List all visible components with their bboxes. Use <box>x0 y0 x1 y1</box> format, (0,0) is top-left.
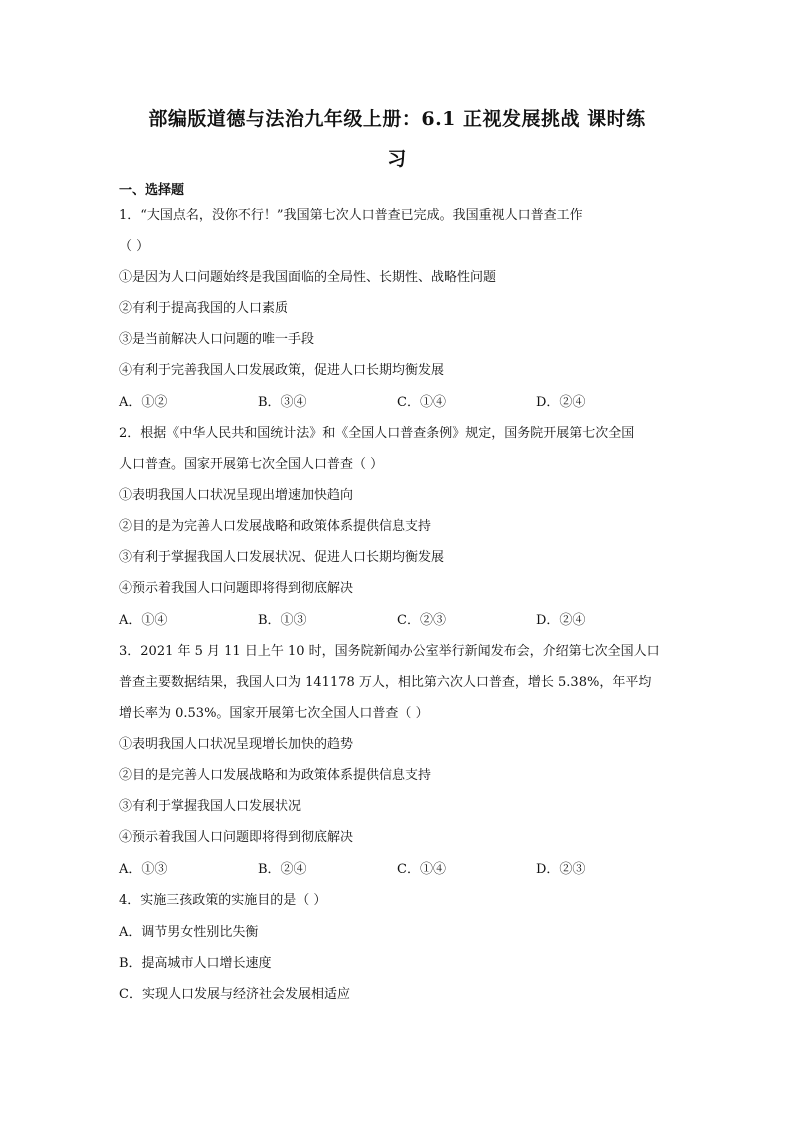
question-3-statement-2: ②目的是完善人口发展战略和为政策体系提供信息支持 <box>119 768 432 783</box>
question-3-stem: 3．2021 年 5 月 11 日上午 10 时，国务院新闻办公室举行新闻发布会，介绍第七次全国人口 <box>119 644 660 659</box>
question-2-option-c: C．②③ <box>397 613 446 628</box>
question-1-option-d: D．②④ <box>536 395 586 410</box>
question-1-statement-3: ③是当前解决人口问题的唯一手段 <box>119 332 315 347</box>
question-2-option-a: A．①④ <box>119 613 168 628</box>
question-2-statement-1: ①表明我国人口状况呈现出增速加快趋向 <box>119 488 354 503</box>
question-1-option-a: A．①② <box>119 395 168 410</box>
question-2-statement-4: ④预示着我国人口问题即将得到彻底解决 <box>119 581 354 596</box>
question-2-statement-3: ③有利于掌握我国人口发展状况、促进人口长期均衡发展 <box>119 550 445 565</box>
question-3-statement-1: ①表明我国人口状况呈现增长加快的趋势 <box>119 737 354 752</box>
document-title: 部编版道德与法治九年级上册：6.1 正视发展挑战 课时练 <box>148 108 646 130</box>
question-3-option-a: A．①③ <box>119 862 168 877</box>
question-1-statement-2: ②有利于提高我国的人口素质 <box>119 301 289 316</box>
question-3-stem-end: 增长率为 0.53%。国家开展第七次全国人口普查（ ） <box>119 706 429 721</box>
question-1-stem: 1．“大国点名，没你不行！”我国第七次人口普查已完成。我国重视人口普查工作 <box>119 208 583 223</box>
question-1-option-b: B．③④ <box>258 395 307 410</box>
question-1-statement-4: ④有利于完善我国人口发展政策，促进人口长期均衡发展 <box>119 363 445 378</box>
question-4-option-b: B．提高城市人口增长速度 <box>119 956 272 971</box>
question-2-stem: 2．根据《中华人民共和国统计法》和《全国人口普查条例》规定，国务院开展第七次全国 <box>119 426 635 441</box>
question-1-option-c: C．①④ <box>397 395 446 410</box>
question-2-stem-continued: 人口普查。国家开展第七次全国人口普查（ ） <box>119 457 384 472</box>
question-2-option-b: B．①③ <box>258 613 307 628</box>
question-3-statement-3: ③有利于掌握我国人口发展状况 <box>119 799 302 814</box>
question-1-blank: （ ） <box>119 239 150 254</box>
question-3-statement-4: ④预示着我国人口问题即将得到彻底解决 <box>119 830 354 845</box>
section-heading: 一、选择题 <box>119 183 185 198</box>
question-4-option-c: C．实现人口发展与经济社会发展相适应 <box>119 987 350 1002</box>
question-1-statement-1: ①是因为人口问题始终是我国面临的全局性、长期性、战略性问题 <box>119 270 497 285</box>
question-2-option-d: D．②④ <box>536 613 586 628</box>
question-3-option-c: C．①④ <box>397 862 446 877</box>
question-2-statement-2: ②目的是为完善人口发展战略和政策体系提供信息支持 <box>119 519 432 534</box>
question-4-stem: 4．实施三孩政策的实施目的是（ ） <box>119 893 327 908</box>
question-3-stem-continued: 普查主要数据结果，我国人口为 141178 万人，相比第六次人口普查，增长 5.38%，年平均 <box>119 675 652 690</box>
question-4-option-a: A．调节男女性别比失衡 <box>119 925 259 940</box>
question-3-option-b: B．②④ <box>258 862 307 877</box>
document-title-continued: 习 <box>387 148 407 170</box>
question-3-option-d: D．②③ <box>536 862 586 877</box>
